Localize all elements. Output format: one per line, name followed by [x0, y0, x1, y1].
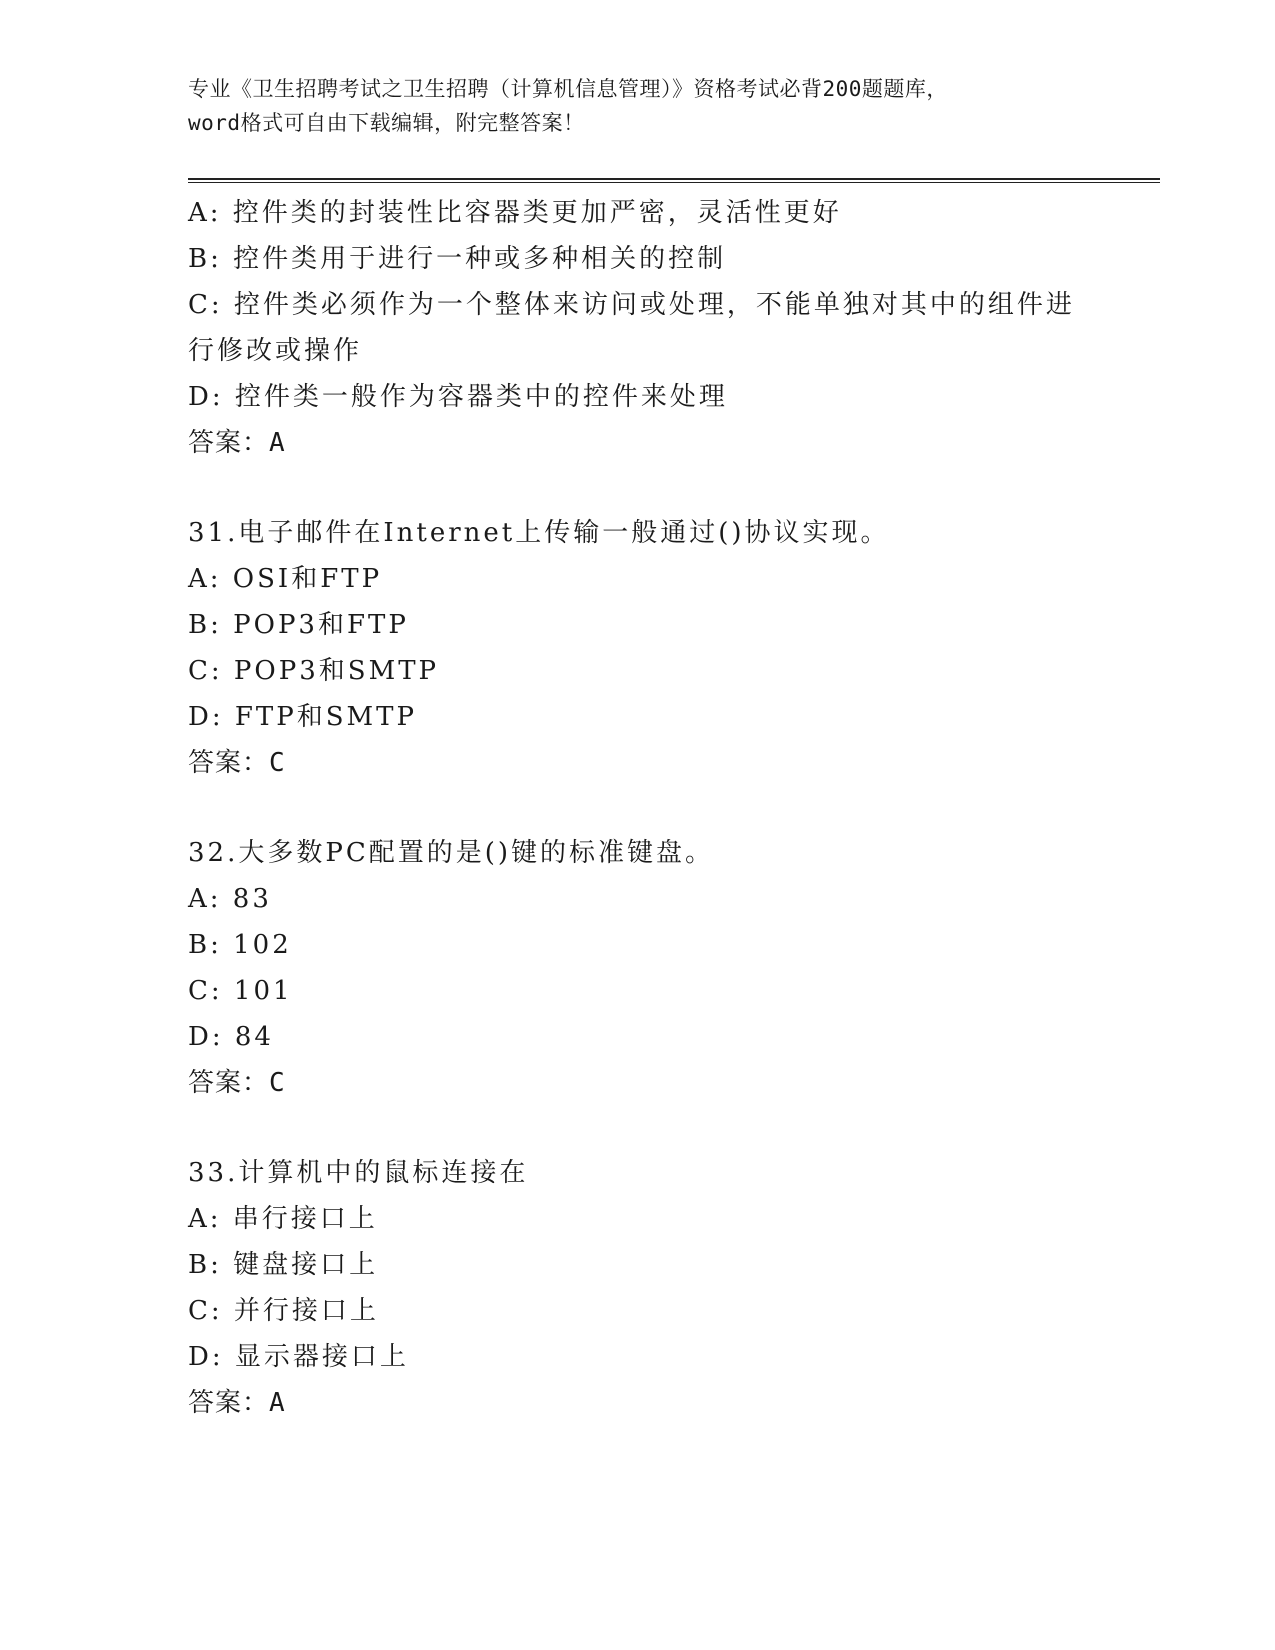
- q31-option-c: C: POP3和SMTP: [188, 656, 440, 686]
- q32-option-b: B: 102: [188, 930, 292, 960]
- question-30: [188, 190, 1088, 466]
- q30-option-a: A: 控件类的封装性比容器类更加严密，灵活性更好: [188, 198, 842, 228]
- q33-option-a: A: 串行接口上: [188, 1204, 378, 1234]
- q33-option-b: B: 键盘接口上: [188, 1250, 379, 1280]
- q33-option-c: C: 并行接口上: [188, 1296, 379, 1326]
- q32-option-c: C: 101: [188, 976, 293, 1006]
- q30-option-c-line2: 行修改或操作: [188, 336, 363, 366]
- spacer: [188, 786, 1088, 830]
- header-line-2: word格式可自由下载编辑，附完整答案！: [188, 111, 585, 135]
- q33-option-d: D: 显示器接口上: [188, 1342, 409, 1372]
- q31-question: 31.电子邮件在Internet上传输一般通过()协议实现。: [188, 518, 890, 548]
- q33-answer: 答案：A: [188, 1388, 286, 1418]
- q33-question: 33.计算机中的鼠标连接在: [188, 1158, 529, 1188]
- question-32: [188, 830, 1088, 1106]
- question-content: [188, 190, 1088, 1426]
- document-header: [188, 72, 1088, 140]
- q32-question: 32.大多数PC配置的是()键的标准键盘。: [188, 838, 715, 868]
- spacer: [188, 1106, 1088, 1150]
- q31-option-b: B: POP3和FTP: [188, 610, 409, 640]
- q32-answer: 答案：C: [188, 1068, 286, 1098]
- q31-option-d: D: FTP和SMTP: [188, 702, 418, 732]
- q30-option-d: D: 控件类一般作为容器类中的控件来处理: [188, 382, 728, 412]
- spacer: [188, 466, 1088, 510]
- question-33: [188, 1150, 1088, 1426]
- q31-answer: 答案：C: [188, 748, 286, 778]
- q31-option-a: A: OSI和FTP: [188, 564, 383, 594]
- q32-option-a: A: 83: [188, 884, 272, 914]
- q30-answer: 答案：A: [188, 428, 286, 458]
- header-divider: [188, 178, 1160, 183]
- q30-option-b: B: 控件类用于进行一种或多种相关的控制: [188, 244, 727, 274]
- question-31: [188, 510, 1088, 786]
- q32-option-d: D: 84: [188, 1022, 274, 1052]
- header-line-1: 专业《卫生招聘考试之卫生招聘（计算机信息管理）》资格考试必背200题题库，: [188, 77, 948, 101]
- q30-option-c-line1: C: 控件类必须作为一个整体来访问或处理，不能单独对其中的组件进: [188, 290, 1075, 320]
